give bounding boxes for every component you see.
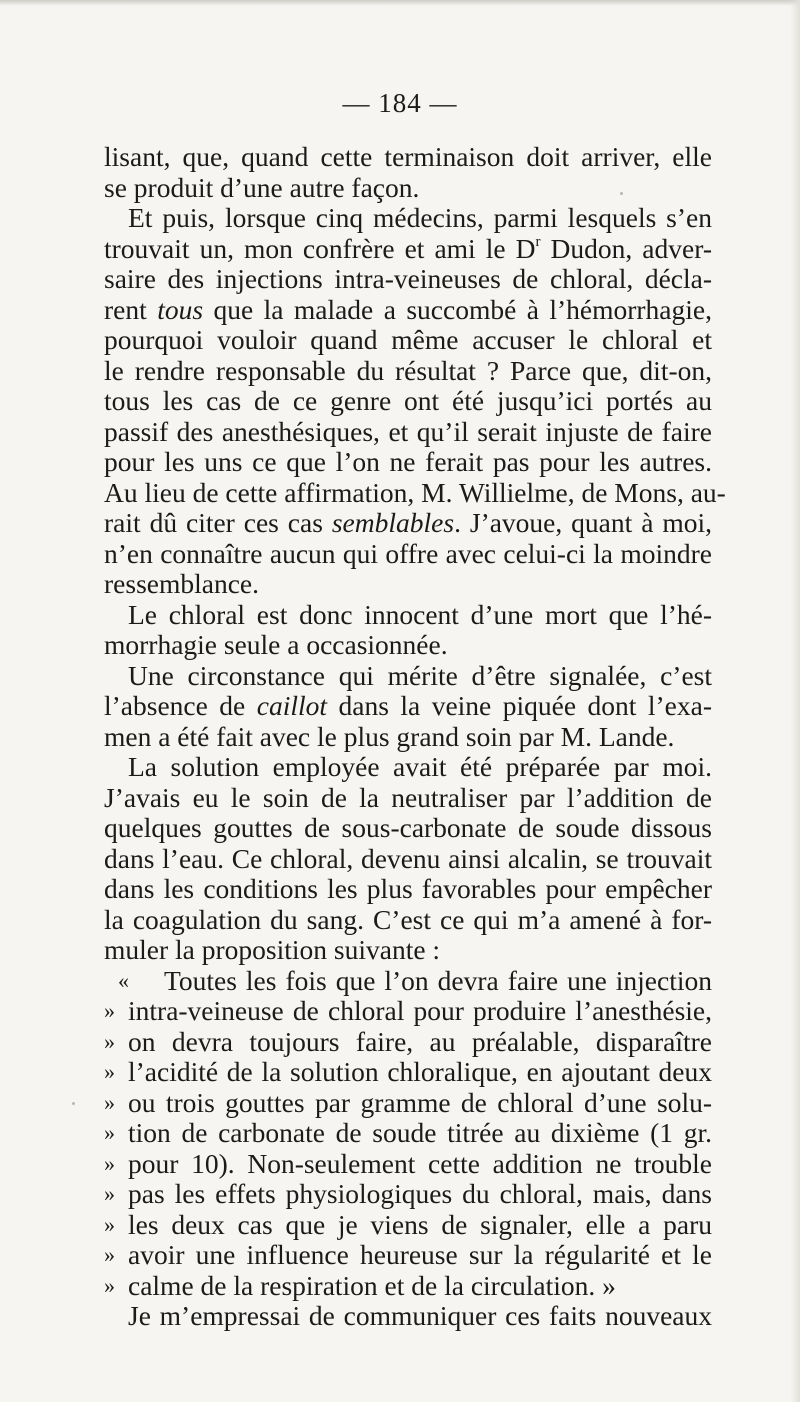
- quote-continuation-mark: »: [104, 1242, 115, 1267]
- text-line: pour les uns ce que l’on ne ferait pas pour les autres.: [104, 446, 712, 477]
- quote-text: tion de carbonate de soude titrée au dixième (1 gr.: [128, 1117, 712, 1148]
- emphasis-text: caillot: [256, 690, 328, 721]
- text-line: Le chloral est donc innocent d’une mort que l’hé-: [128, 598, 712, 630]
- text-line: Au lieu de cette affirmation, M. Willielme, de Mons, au-: [104, 476, 726, 508]
- quote-continuation-mark: »: [104, 1059, 115, 1084]
- quote-line: [104, 1271, 712, 1302]
- quote-continuation-mark: »: [104, 1211, 115, 1237]
- text-line: quelques gouttes de sous-carbonate de soude dissous: [104, 812, 712, 843]
- text-line: muler la proposition suivante :: [104, 934, 441, 965]
- text-line: [104, 691, 712, 722]
- quote-text: intra-veineuse de chloral pour produire l’anesthésie,: [128, 995, 712, 1026]
- text-line: [104, 234, 712, 265]
- quote-text: l’acidité de la solution chloralique, en ajoutant deux: [128, 1056, 712, 1087]
- text-line: Je m’empressai de communiquer ces faits nouveaux: [128, 1300, 712, 1331]
- quote-line: [104, 1057, 712, 1088]
- quote-line: [104, 1210, 712, 1241]
- quote-text: les deux cas que je viens de signaler, elle a paru: [128, 1208, 712, 1240]
- text-span: rait dû citer ces cas: [104, 507, 332, 538]
- quote-text: on devra toujours faire, au préalable, disparaître: [128, 1025, 712, 1057]
- quote-line: [104, 1088, 712, 1119]
- text-span: dans la veine piquée dont l’exa-: [327, 690, 712, 721]
- emphasis-text: semblables: [331, 507, 455, 538]
- quote-line: [104, 1240, 712, 1271]
- quote-text: pas les effets physiologiques du chloral, mais, dans: [128, 1178, 712, 1209]
- text-line: passif des anesthésiques, et qu’il serait injuste de faire: [104, 415, 712, 447]
- quote-line: [104, 966, 712, 997]
- quote-continuation-mark: »: [104, 998, 115, 1023]
- text-line: Et puis, lorsque cinq médecins, parmi lesquels s’en: [128, 202, 712, 233]
- quote-continuation-mark: »: [104, 1089, 115, 1115]
- text-span: que la malade a succombé à l’hémorrhagie,: [203, 293, 712, 325]
- text-line: morrhagie seule a occasionnée.: [104, 629, 448, 660]
- text-line: la coagulation du sang. C’est ce qui m’a amené à for-: [104, 903, 712, 935]
- quote-continuation-mark: »: [104, 1028, 115, 1054]
- text-line: men a été fait avec le plus grand soin par M. Lande.: [104, 720, 675, 752]
- quote-text: ou trois gouttes par gramme de chloral d’une solu-: [128, 1086, 712, 1118]
- quote-text: calme de la respiration et de la circulation. »: [128, 1269, 616, 1301]
- page-number: — 184 —: [342, 88, 458, 118]
- text-line: [104, 508, 712, 539]
- text-span: trouvait un, mon confrère et ami le D: [104, 232, 536, 264]
- text-line: [104, 295, 712, 326]
- page-body: [104, 141, 726, 1332]
- quote-continuation-mark: »: [104, 1181, 115, 1206]
- text-line: saire des injections intra-veineuses de chloral, décla-: [104, 263, 712, 294]
- quote-continuation-mark: »: [104, 1120, 115, 1145]
- quote-continuation-mark: »: [104, 1150, 115, 1176]
- quote-open-mark: «: [118, 967, 129, 993]
- text-line: lisant, que, quand cette terminaison doit arriver, elle: [104, 141, 712, 172]
- quote-continuation-mark: »: [104, 1272, 115, 1298]
- text-span: rent: [104, 293, 158, 325]
- text-line: dans l’eau. Ce chloral, devenu ainsi alcalin, se trouvait: [104, 842, 712, 874]
- text-span: l’absence de: [104, 690, 257, 721]
- text-line: J’avais eu le soin de la neutraliser par l’addition de: [104, 781, 712, 813]
- text-line: La solution employée avait été préparée par moi.: [128, 751, 712, 782]
- text-line: tous les cas de ce genre ont été jusqu’ici portés au: [104, 385, 712, 416]
- quote-text: avoir une influence heureuse sur la régularité et le: [128, 1239, 712, 1270]
- text-span: . J’avoue, quant à moi,: [454, 507, 712, 538]
- doctor-abbrev-superscript: r: [535, 233, 541, 250]
- text-line: se produit d’une autre façon.: [104, 171, 420, 203]
- text-line: dans les conditions les plus favorables pour empêcher: [104, 873, 712, 904]
- quote-line: [104, 1118, 712, 1149]
- paper-speck: [72, 1102, 75, 1105]
- quote-line: [104, 1149, 712, 1180]
- page-top-edge: [0, 0, 800, 6]
- quote-text: pour 10). Non-seulement cette addition ne trouble: [128, 1147, 712, 1179]
- text-line: ressemblance.: [104, 568, 259, 599]
- text-line: pourquoi vouloir quand même accuser le chloral et: [104, 324, 712, 355]
- text-line: le rendre responsable du résultat ? Parce que, dit-on,: [104, 354, 712, 386]
- quote-text: Toutes les fois que l’on devra faire une injection: [164, 964, 712, 996]
- quote-line: [104, 1179, 712, 1210]
- quote-line: [104, 996, 712, 1027]
- emphasis-text: tous: [157, 293, 204, 325]
- text-span: Dudon, adver-: [540, 232, 712, 264]
- page-right-edge: [790, 0, 800, 1402]
- text-line: n’en connaître aucun qui offre avec celui-ci la moindre: [104, 537, 712, 569]
- quote-line: [104, 1027, 712, 1058]
- text-line: Une circonstance qui mérite d’être signalée, c’est: [128, 659, 712, 691]
